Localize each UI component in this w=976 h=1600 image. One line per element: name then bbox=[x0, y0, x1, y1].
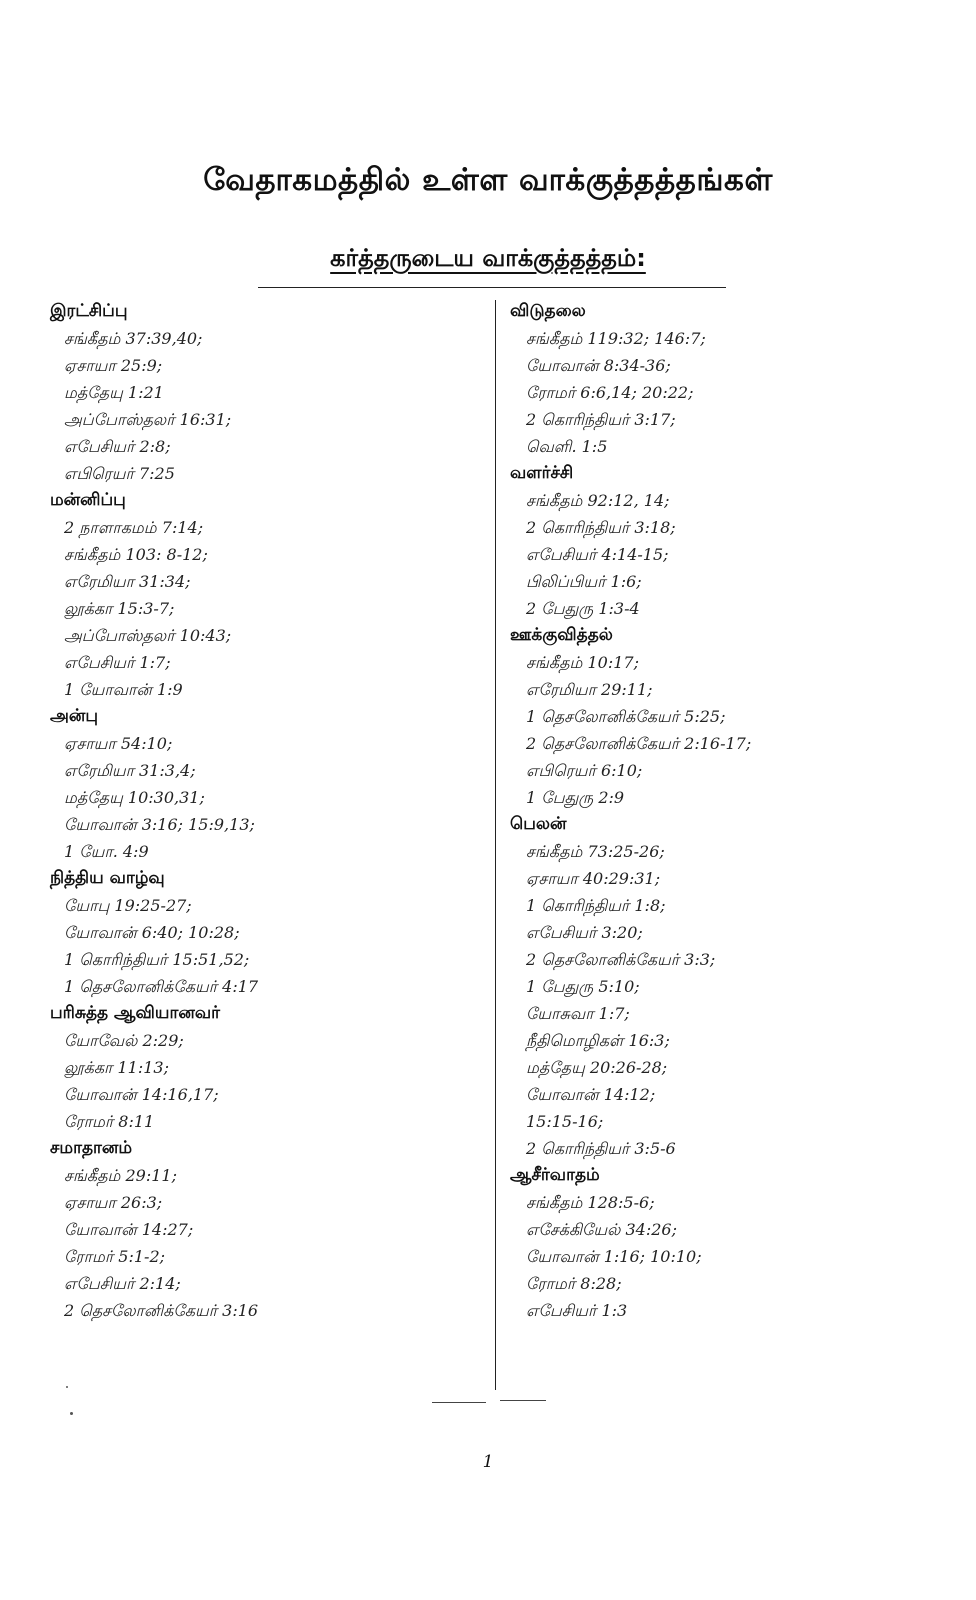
scripture-reference: மத்தேயு 1:21 bbox=[64, 383, 164, 402]
footer-rule-left bbox=[432, 1402, 486, 1403]
scripture-reference: எசேக்கியேல் 34:26; bbox=[526, 1220, 677, 1239]
promise-section bbox=[50, 1000, 480, 1135]
promise-section bbox=[50, 703, 480, 865]
scripture-reference: எபேசியர் 2:14; bbox=[64, 1274, 181, 1293]
scripture-reference: ரோமர் 8:11 bbox=[64, 1112, 155, 1131]
section-heading: ஊக்குவித்தல் bbox=[510, 625, 613, 645]
scripture-reference: யோவேல் 2:29; bbox=[64, 1031, 184, 1050]
scripture-reference: சங்கீதம் 103: 8-12; bbox=[64, 545, 208, 564]
promise-section bbox=[510, 1162, 930, 1324]
promise-section bbox=[50, 865, 480, 1000]
promise-section bbox=[510, 298, 930, 460]
scripture-reference: 2 தெசலோனிக்கேயர் 3:16 bbox=[64, 1301, 259, 1320]
scripture-reference: 2 தெசலோனிக்கேயர் 3:3; bbox=[526, 950, 716, 969]
section-heading: இரட்சிப்பு bbox=[50, 301, 128, 321]
section-heading: அன்பு bbox=[50, 706, 99, 726]
scripture-reference: சங்கீதம் 10:17; bbox=[526, 653, 639, 672]
scripture-reference: மத்தேயு 20:26-28; bbox=[526, 1058, 668, 1077]
scripture-reference: மத்தேயு 10:30,31; bbox=[64, 788, 205, 807]
section-heading: ஆசீர்வாதம் bbox=[510, 1165, 600, 1185]
section-heading: மன்னிப்பு bbox=[50, 490, 126, 510]
promise-section bbox=[50, 487, 480, 703]
scripture-reference: யோபு 19:25-27; bbox=[64, 896, 192, 915]
scripture-reference: எரேமியா 31:3,4; bbox=[64, 761, 196, 780]
scripture-reference: சங்கீதம் 73:25-26; bbox=[526, 842, 665, 861]
scripture-reference: சங்கீதம் 92:12, 14; bbox=[526, 491, 670, 510]
scripture-reference: 1 பேதுரு 5:10; bbox=[526, 977, 640, 996]
scripture-reference: 2 நாளாகமம் 7:14; bbox=[64, 518, 204, 537]
section-heading: விடுதலை bbox=[510, 301, 586, 321]
scripture-reference: 1 தெசலோனிக்கேயர் 5:25; bbox=[526, 707, 726, 726]
scripture-reference: 1 கொரிந்தியர் 15:51,52; bbox=[64, 950, 250, 969]
scripture-reference: 2 கொரிந்தியர் 3:18; bbox=[526, 518, 676, 537]
scripture-reference: 1 கொரிந்தியர் 1:8; bbox=[526, 896, 666, 915]
promise-section bbox=[50, 1135, 480, 1324]
scripture-reference: எரேமியா 31:34; bbox=[64, 572, 191, 591]
scripture-reference: சங்கீதம் 29:11; bbox=[64, 1166, 177, 1185]
scripture-reference: எரேமியா 29:11; bbox=[526, 680, 653, 699]
section-heading: பெலன் bbox=[510, 814, 567, 834]
scripture-reference: சங்கீதம் 128:5-6; bbox=[526, 1193, 655, 1212]
section-heading: சமாதானம் bbox=[50, 1138, 133, 1158]
scripture-reference: சங்கீதம் 37:39,40; bbox=[64, 329, 203, 348]
scripture-reference: 2 கொரிந்தியர் 3:17; bbox=[526, 410, 676, 429]
scripture-reference: அப்போஸ்தலர் 16:31; bbox=[64, 410, 232, 429]
promise-section bbox=[510, 460, 930, 622]
scripture-reference: 1 யோவான் 1:9 bbox=[64, 680, 183, 699]
scripture-reference: எபிரெயர் 6:10; bbox=[526, 761, 643, 780]
scripture-reference: 1 பேதுரு 2:9 bbox=[526, 788, 625, 807]
section-heading: நித்திய வாழ்வு bbox=[50, 868, 165, 888]
scripture-reference: யோவான் 14:27; bbox=[64, 1220, 194, 1239]
scripture-reference: 1 யோ. 4:9 bbox=[64, 842, 149, 861]
page-subtitle: கர்த்தருடைய வாக்குத்தத்தம்: bbox=[330, 244, 646, 272]
scripture-reference: ரோமர் 6:6,14; 20:22; bbox=[526, 383, 694, 402]
section-heading: பரிசுத்த ஆவியானவர் bbox=[50, 1003, 220, 1023]
scripture-reference: எபேசியர் 1:7; bbox=[64, 653, 171, 672]
scripture-reference: லூக்கா 11:13; bbox=[64, 1058, 169, 1077]
scripture-reference: 1 தெசலோனிக்கேயர் 4:17 bbox=[64, 977, 259, 996]
scripture-reference: நீதிமொழிகள் 16:3; bbox=[526, 1031, 670, 1050]
left-column bbox=[50, 298, 480, 1324]
promise-section bbox=[510, 622, 930, 811]
scripture-reference: 2 தெசலோனிக்கேயர் 2:16-17; bbox=[526, 734, 752, 753]
scripture-reference: எபிரெயர் 7:25 bbox=[64, 464, 175, 483]
scripture-reference: எபேசியர் 3:20; bbox=[526, 923, 643, 942]
page-title: வேதாகமத்தில் உள்ள வாக்குத்தத்தங்கள் bbox=[203, 162, 773, 198]
scripture-reference: யோவான் 14:16,17; bbox=[64, 1085, 219, 1104]
scripture-reference: யோவான் 14:12; bbox=[526, 1085, 656, 1104]
scripture-reference: ரோமர் 8:28; bbox=[526, 1274, 622, 1293]
right-column bbox=[510, 298, 930, 1324]
scripture-reference: சங்கீதம் 119:32; 146:7; bbox=[526, 329, 706, 348]
promise-section bbox=[510, 811, 930, 1162]
scripture-reference: வெளி. 1:5 bbox=[526, 437, 608, 456]
subtitle-underline bbox=[258, 287, 726, 288]
scripture-reference: எபேசியர் 2:8; bbox=[64, 437, 171, 456]
scripture-reference: 2 கொரிந்தியர் 3:5-6 bbox=[526, 1139, 676, 1158]
scripture-reference: ஏசாயா 54:10; bbox=[64, 734, 173, 753]
section-heading: வளர்ச்சி bbox=[510, 463, 574, 483]
scripture-reference: யோவான் 1:16; 10:10; bbox=[526, 1247, 702, 1266]
scripture-reference: ஏசாயா 25:9; bbox=[64, 356, 163, 375]
scan-speck bbox=[70, 1412, 73, 1415]
scripture-reference: யோசுவா 1:7; bbox=[526, 1004, 630, 1023]
footer-rule-right bbox=[500, 1400, 546, 1401]
scripture-reference: எபேசியர் 4:14-15; bbox=[526, 545, 669, 564]
scripture-reference: ரோமர் 5:1-2; bbox=[64, 1247, 166, 1266]
scripture-reference: லூக்கா 15:3-7; bbox=[64, 599, 175, 618]
scripture-reference: பிலிப்பியர் 1:6; bbox=[526, 572, 642, 591]
promise-section bbox=[50, 298, 480, 487]
scripture-reference: யோவான் 3:16; 15:9,13; bbox=[64, 815, 255, 834]
scripture-reference: ஏசாயா 40:29:31; bbox=[526, 869, 661, 888]
scripture-reference: அப்போஸ்தலர் 10:43; bbox=[64, 626, 232, 645]
scripture-reference: யோவான் 8:34-36; bbox=[526, 356, 671, 375]
scripture-reference: 2 பேதுரு 1:3-4 bbox=[526, 599, 640, 618]
scripture-reference: ஏசாயா 26:3; bbox=[64, 1193, 163, 1212]
column-divider bbox=[495, 300, 496, 1390]
scripture-reference: 15:15-16; bbox=[526, 1112, 604, 1131]
page-number: 1 bbox=[482, 1452, 494, 1472]
scan-speck bbox=[66, 1386, 68, 1388]
scripture-reference: எபேசியர் 1:3 bbox=[526, 1301, 628, 1320]
scripture-reference: யோவான் 6:40; 10:28; bbox=[64, 923, 240, 942]
